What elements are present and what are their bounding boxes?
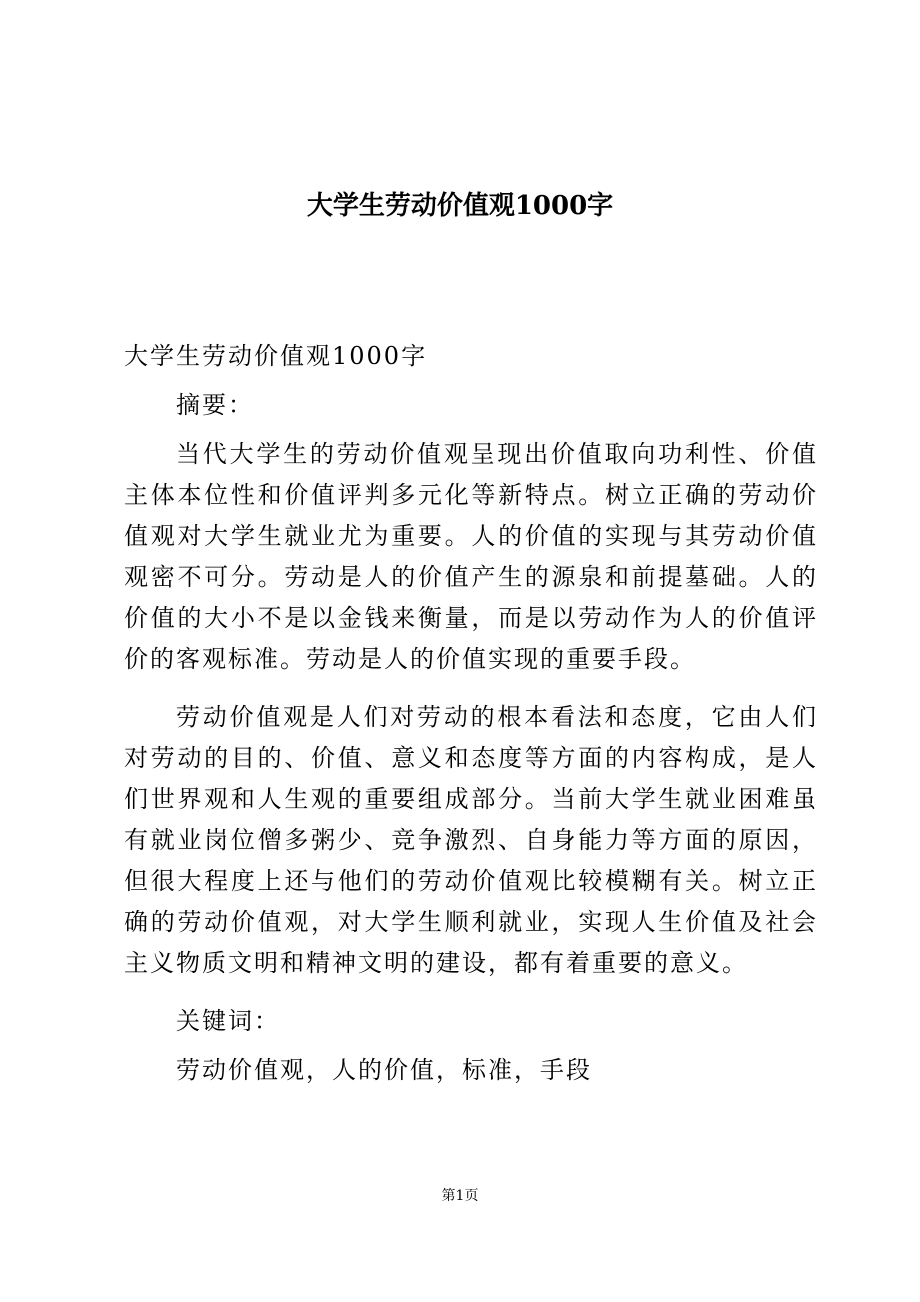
document-title: 大学生劳动价值观1000字 [306,191,614,221]
page-number: 第1页 [441,1188,479,1204]
abstract-label: 摘要： [176,391,254,419]
keywords-label: 关键词： [176,1007,280,1035]
body-paragraph-1: 当代大学生的劳动价值观呈现出价值取向功利性、价值主体本位性和价值评判多元化等新特点。树立正确的劳动价值观对大学生就业尤为重要。人的价值的实现与其劳动价值观密不可分。劳动是人的价值产生的源泉和前提墓础。人的价值的大小不是以金钱来衡量，而是以劳动作为人的价值评价的客观标准。劳动是人的价值实现的重要手段。 [124,440,818,673]
keywords-text: 劳动价值观，人的价值，标准，手段 [176,1056,592,1084]
body-paragraph-2: 劳动价值观是人们对劳动的根本看法和态度，它由人们对劳动的目的、价值、意义和态度等方面的内容构成，是人们世界观和人生观的重要组成部分。当前大学生就业困难虽有就业岗位僧多粥少、竞争激烈、自身能力等方面的原因，但很大程度上还与他们的劳动价值观比较模糊有关。树立正确的劳动价值观，对大学生顺利就业，实现人生价值及社会主义物质文明和精神文明的建设，都有着重要的意义。 [124,703,818,977]
document-subtitle: 大学生劳动价值观1000字 [124,342,428,370]
document-body [124,336,818,1108]
